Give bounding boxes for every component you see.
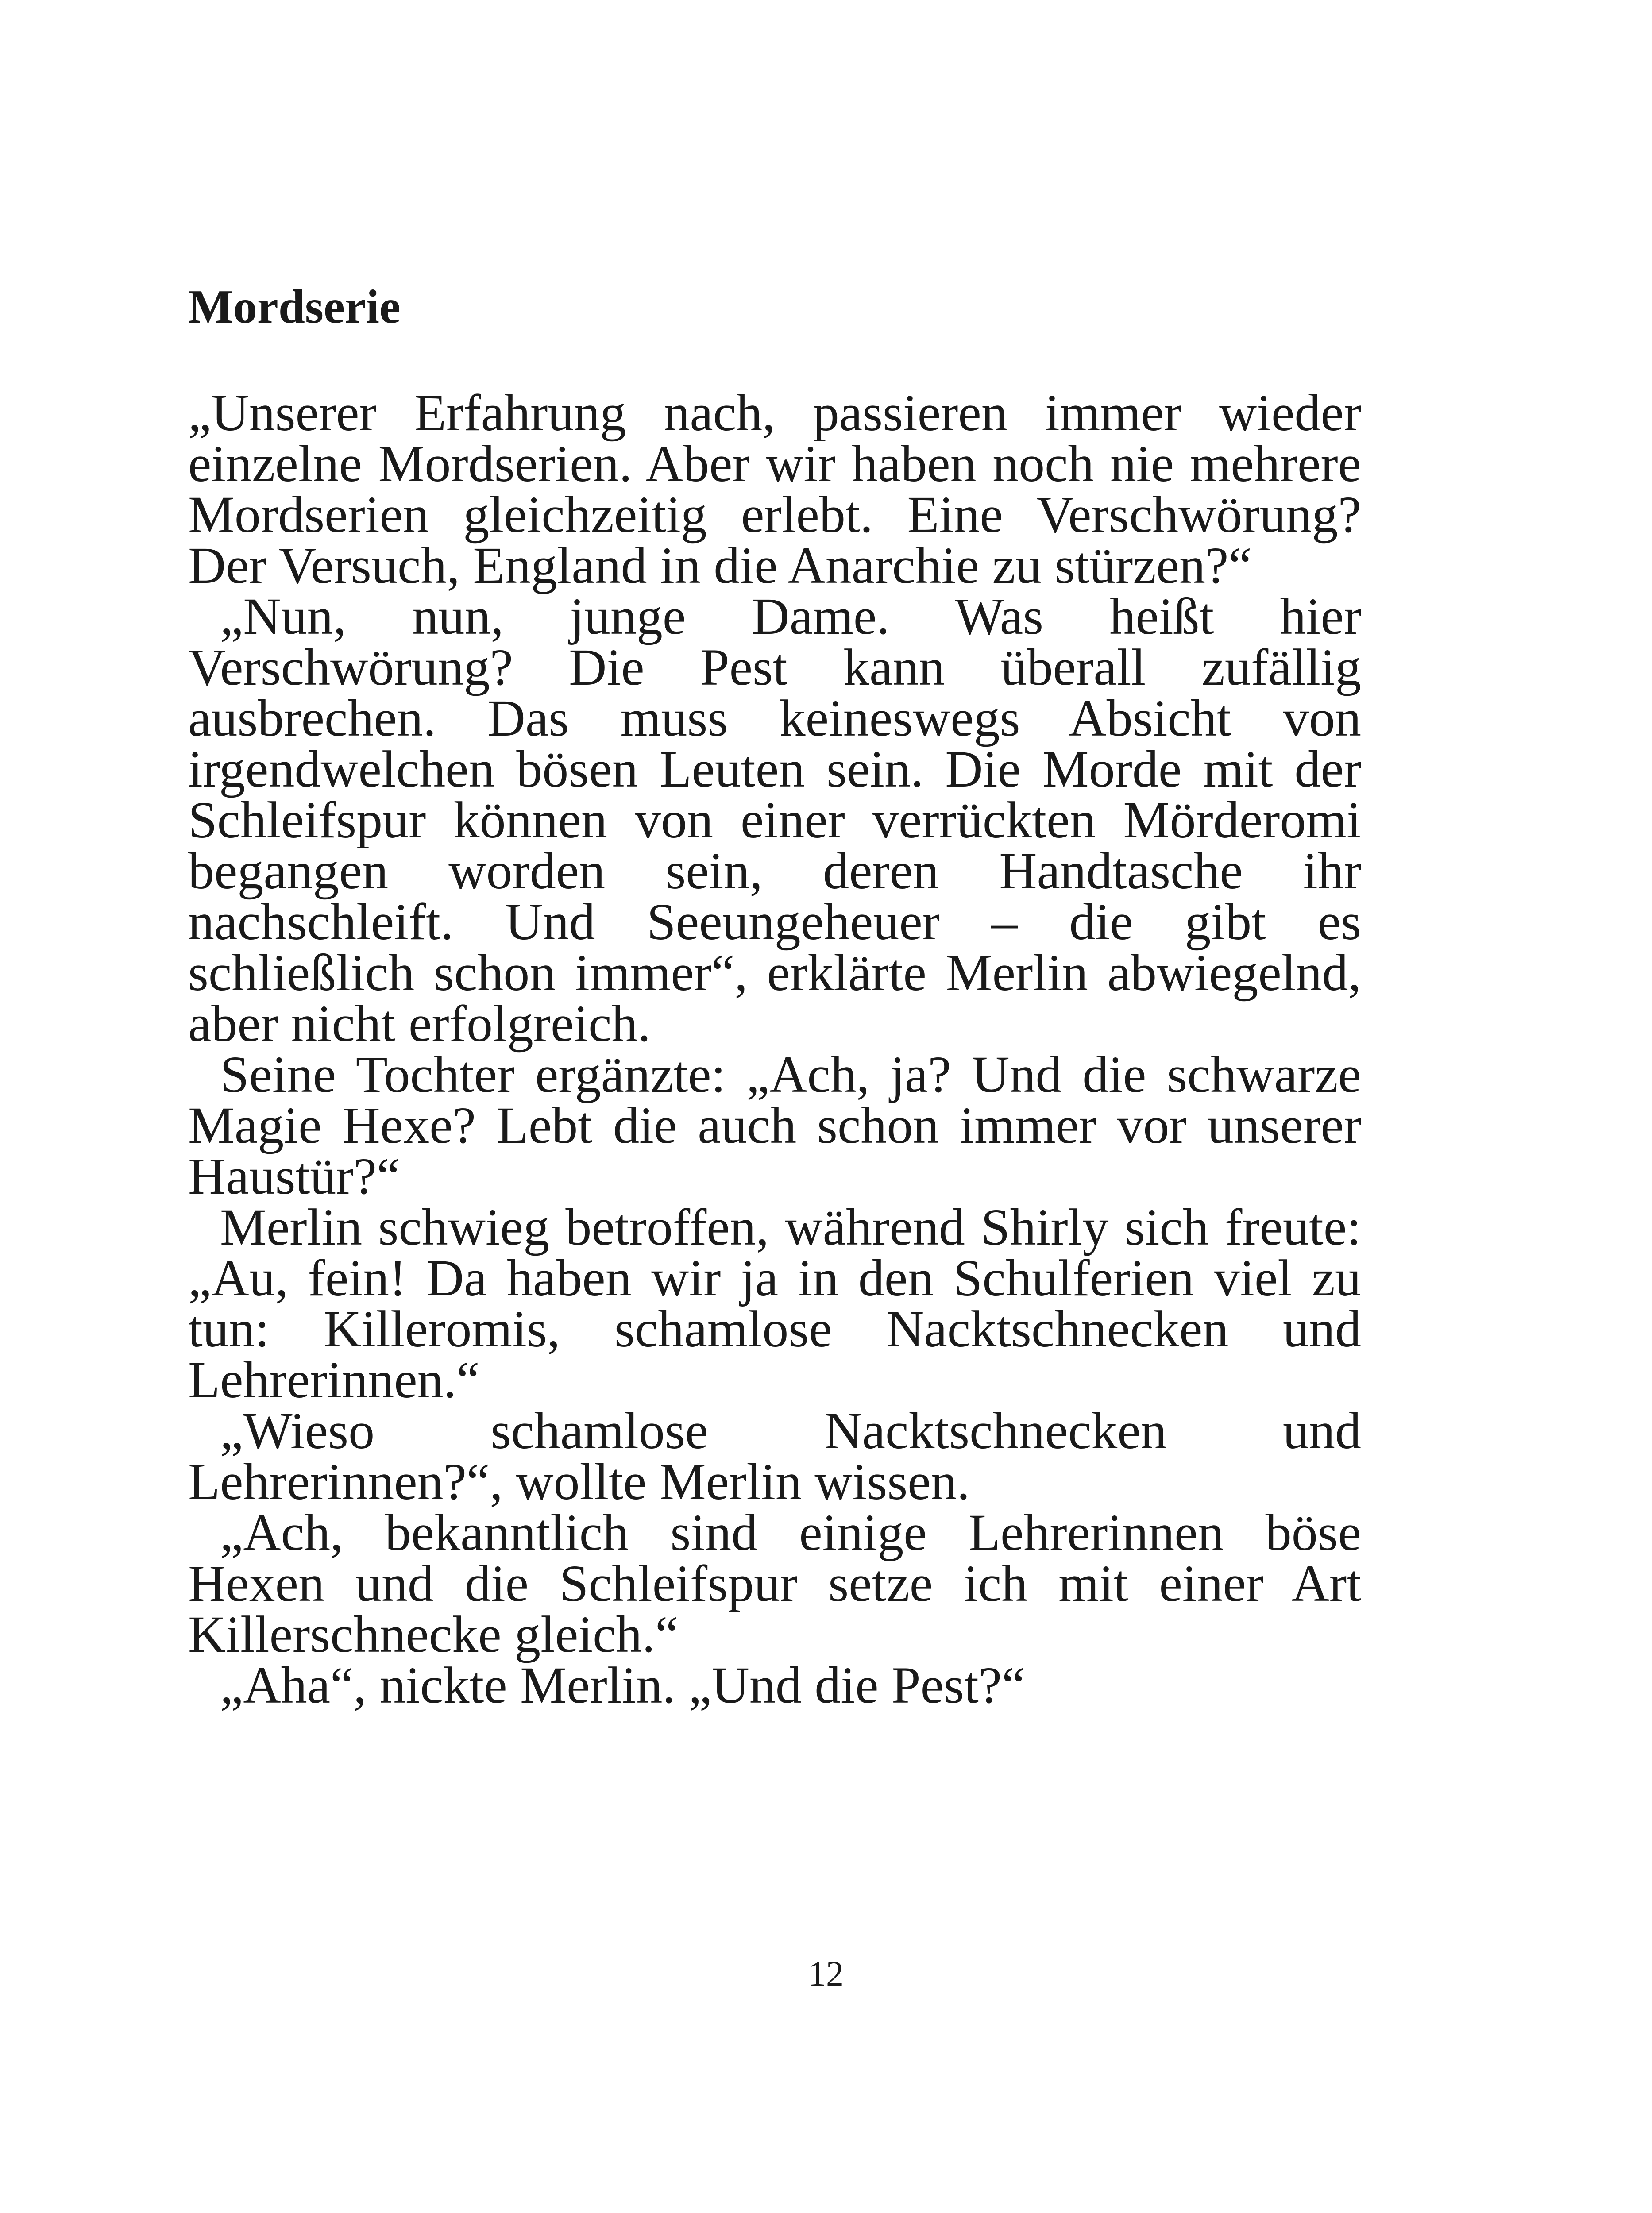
paragraph: „Ach, bekanntlich sind einige Lehrerinnen böse Hexen und die Schleifspur setze ich mit einer Art Killerschnecke gleich.“ — [188, 1504, 1361, 1663]
paragraph: „Aha“, nickte Merlin. „Und die Pest?“ — [220, 1656, 1025, 1714]
page-number: 12 — [808, 1955, 844, 1993]
paragraph: „Nun, nun, junge Dame. Was heißt hier Verschwörung? Die Pest kann überall zufällig ausbrechen. Das muss keineswegs Absicht von irgendwelchen bösen Leuten sein. Die Morde mit der Schleifspur können von einer verrückten Mörderomi begangen worden sein, deren Handtasche ihr nachschleift. Und Seeungeheuer – die gibt es schließlich schon immer“, erklärte Merlin abwiegelnd, aber nicht erfolgreich. — [188, 587, 1361, 1053]
paragraph: Merlin schwieg betroffen, während Shirly sich freute: „Au, fein! Da haben wir ja in den Schulferien viel zu tun: Killeromis, schamlose Nacktschnecken und Lehrerinnen.“ — [188, 1198, 1361, 1409]
chapter-title: Mordserie — [188, 281, 401, 333]
paragraph: „Wieso schamlose Nacktschnecken und Lehrerinnen?“, wollte Merlin wissen. — [188, 1402, 1361, 1511]
paragraph: „Unserer Erfahrung nach, passieren immer wieder einzelne Mordserien. Aber wir haben noch nie mehrere Mordserien gleichzeitig erlebt. Eine Verschwörung? Der Versuch, England in die Anarchie zu stürzen?“ — [188, 384, 1361, 594]
paragraph: Seine Tochter ergänzte: „Ach, ja? Und die schwarze Magie Hexe? Lebt die auch schon immer vor unserer Haustür?“ — [188, 1045, 1361, 1205]
body-text — [188, 384, 1361, 1714]
